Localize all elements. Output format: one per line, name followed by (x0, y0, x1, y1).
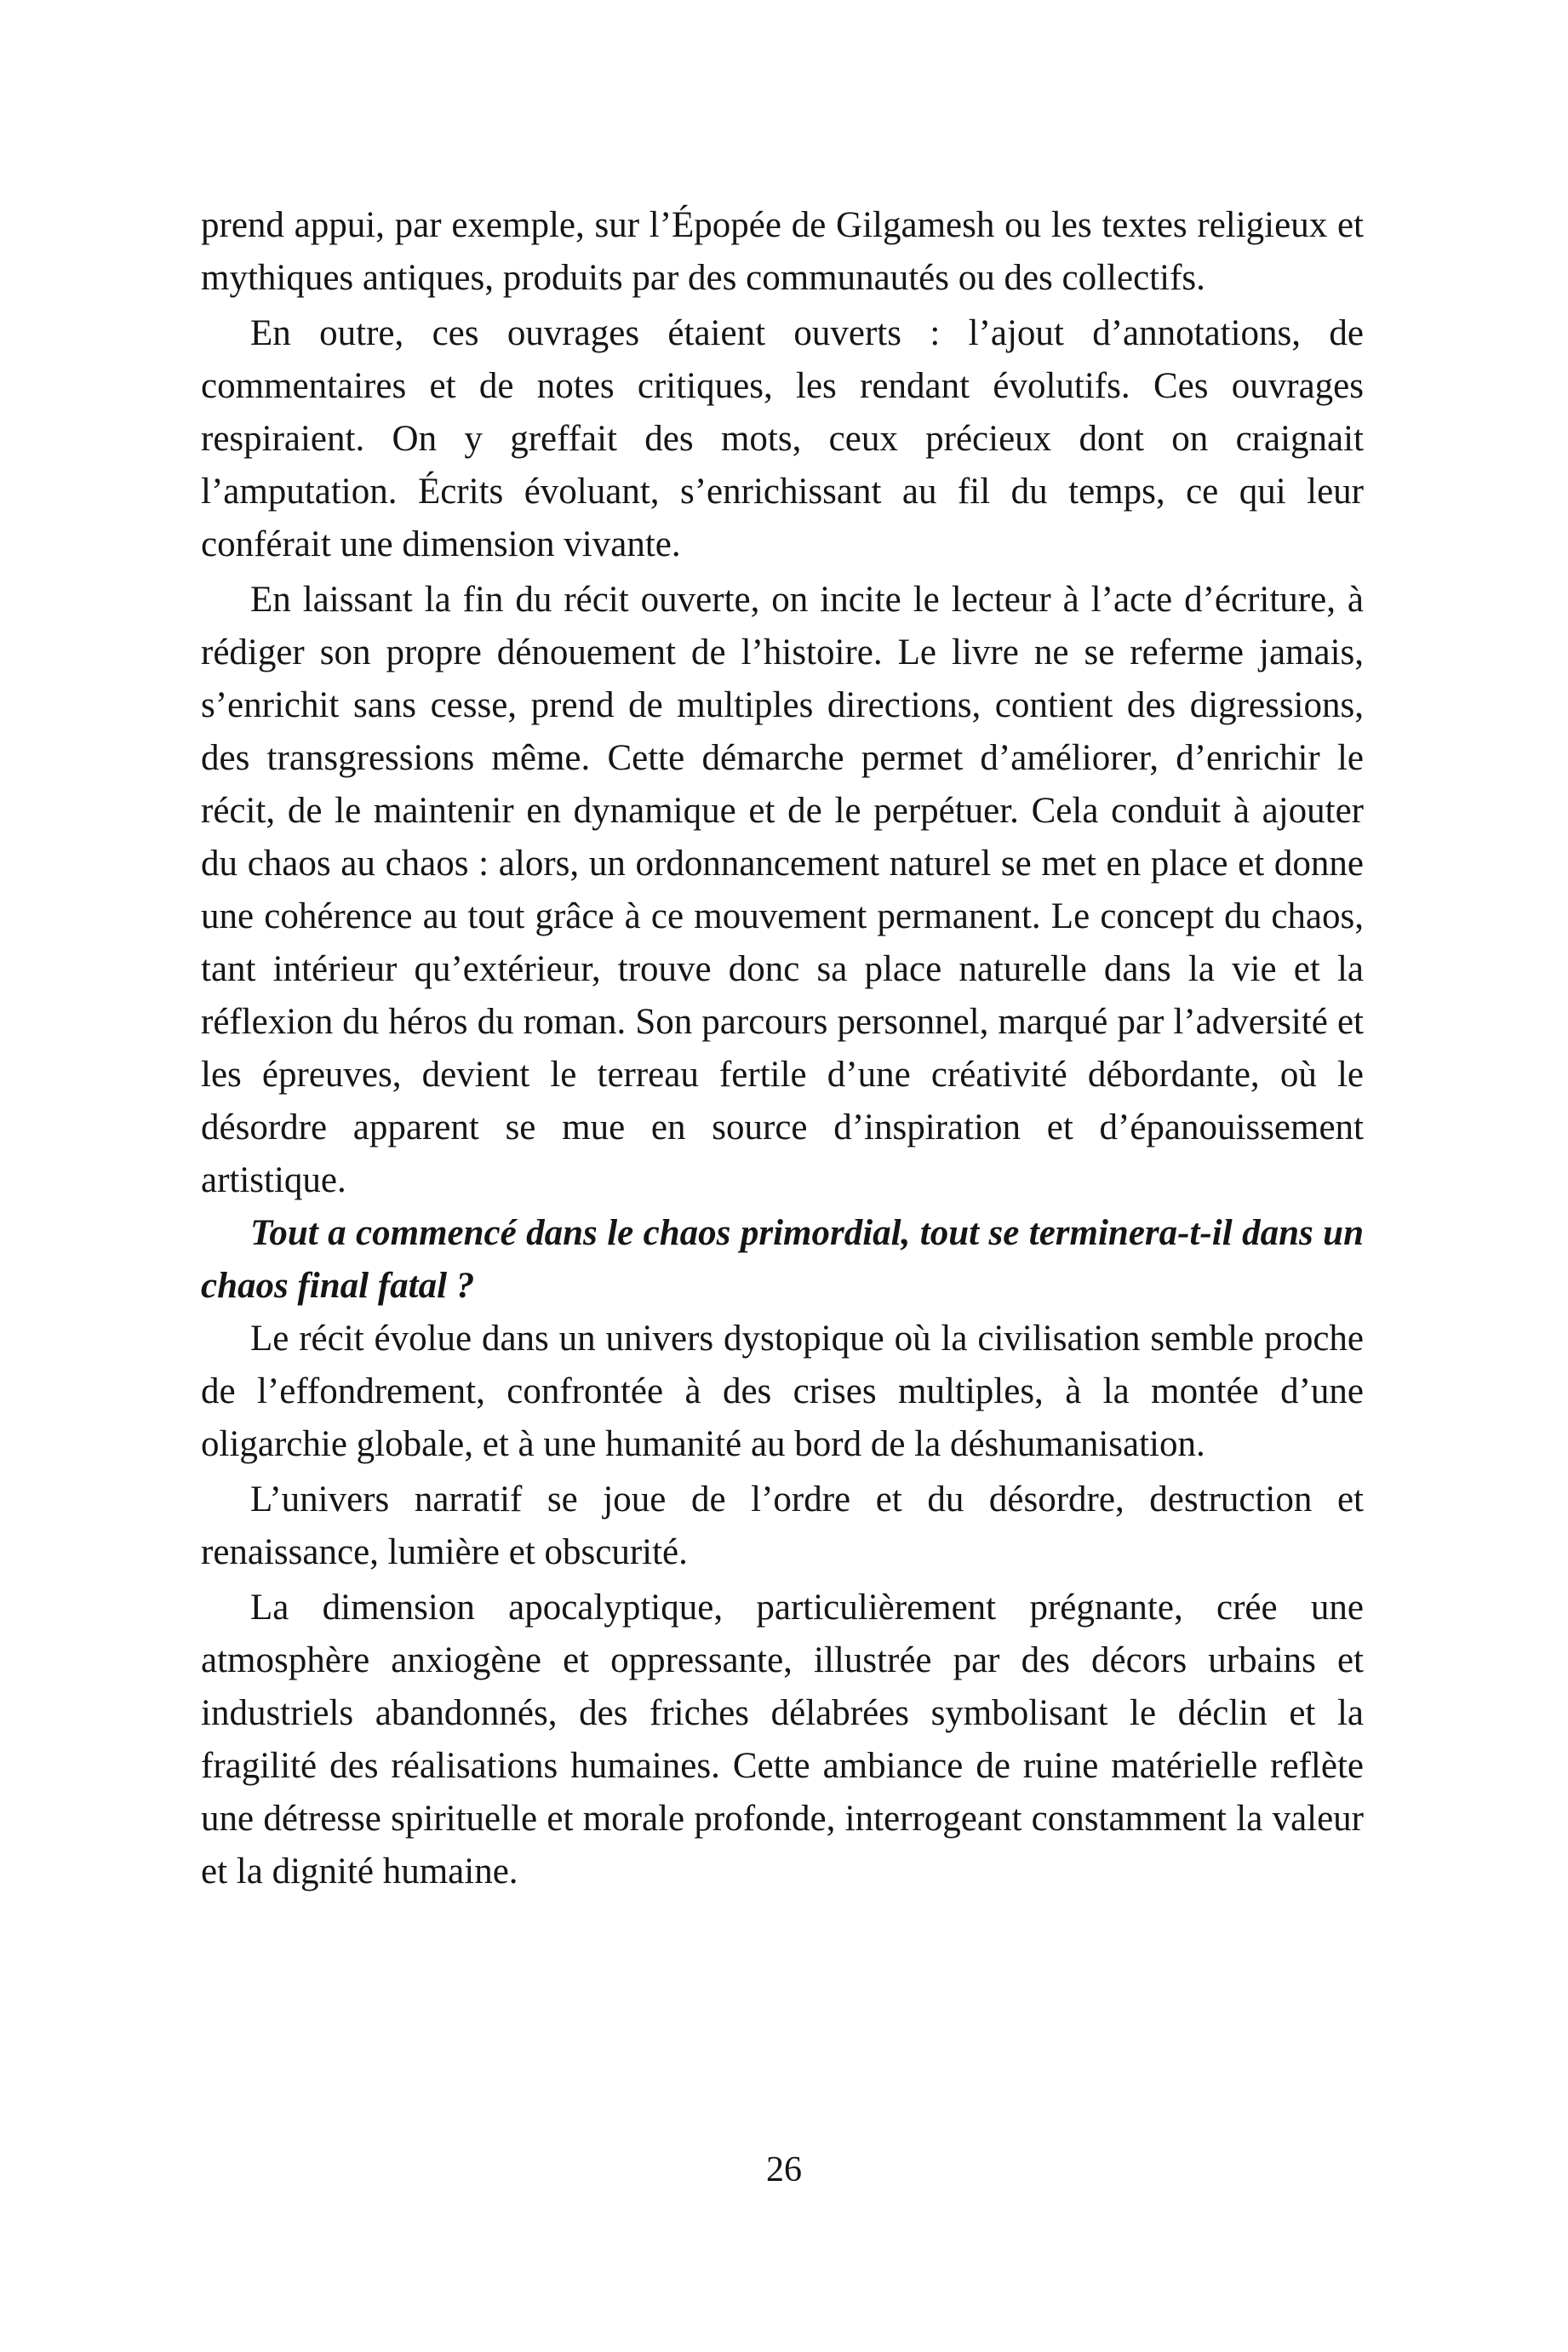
paragraph-continued: prend appui, par exemple, sur l’Épopée de Gilgamesh ou les textes religieux et mythiques antiques, produits par des communautés ou des collectifs. (201, 205, 1364, 298)
section-heading: Tout a commencé dans le chaos primordial, tout se terminera-t-il dans un chaos final fatal ? (201, 1213, 1364, 1306)
page-body (201, 199, 1364, 1898)
paragraph: Le récit évolue dans un univers dystopique où la civilisation semble proche de l’effondrement, confrontée à des crises multiples, à la montée d’une oligarchie globale, et à une humanité au bord de la déshumanisation. (201, 1319, 1364, 1464)
paragraph: En laissant la fin du récit ouverte, on incite le lecteur à l’acte d’écriture, à rédiger son propre dénouement de l’histoire. Le livre ne se referme jamais, s’enrichit sans cesse, prend de multiples directions, contient des digressions, des transgressions même. Cette démarche permet d’améliorer, d’enrichir le récit, de le maintenir en dynamique et de le perpétuer. Cela conduit à ajouter du chaos au chaos : alors, un ordonnancement naturel se met en place et donne une cohérence au tout grâce à ce mouvement permanent. Le concept du chaos, tant intérieur qu’extérieur, trouve donc sa place naturelle dans la vie et la réflexion du héros du roman. Son parcours personnel, marqué par l’adversité et les épreuves, devient le terreau fertile d’une créativité débordante, où le désordre apparent se mue en source d’inspiration et d’épanouissement artistique. (201, 580, 1364, 1200)
paragraph: La dimension apocalyptique, particulièrement prégnante, crée une atmosphère anxiogène et oppressante, illustrée par des décors urbains et industriels abandonnés, des friches délabrées symbolisant le déclin et la fragilité des réalisations humaines. Cette ambiance de ruine matérielle reflète une détresse spirituelle et morale profonde, interrogeant constamment la valeur et la dignité humaine. (201, 1588, 1364, 1891)
paragraph: En outre, ces ouvrages étaient ouverts : l’ajout d’annotations, de commentaires et de notes critiques, les rendant évolutifs. Ces ouvrages respiraient. On y greffait des mots, ceux précieux dont on craignait l’amputation. Écrits évoluant, s’enrichissant au fil du temps, ce qui leur conférait une dimension vivante. (201, 313, 1364, 564)
page-number: 26 (766, 2150, 802, 2189)
paragraph: L’univers narratif se joue de l’ordre et du désordre, destruction et renaissance, lumière et obscurité. (201, 1479, 1364, 1572)
